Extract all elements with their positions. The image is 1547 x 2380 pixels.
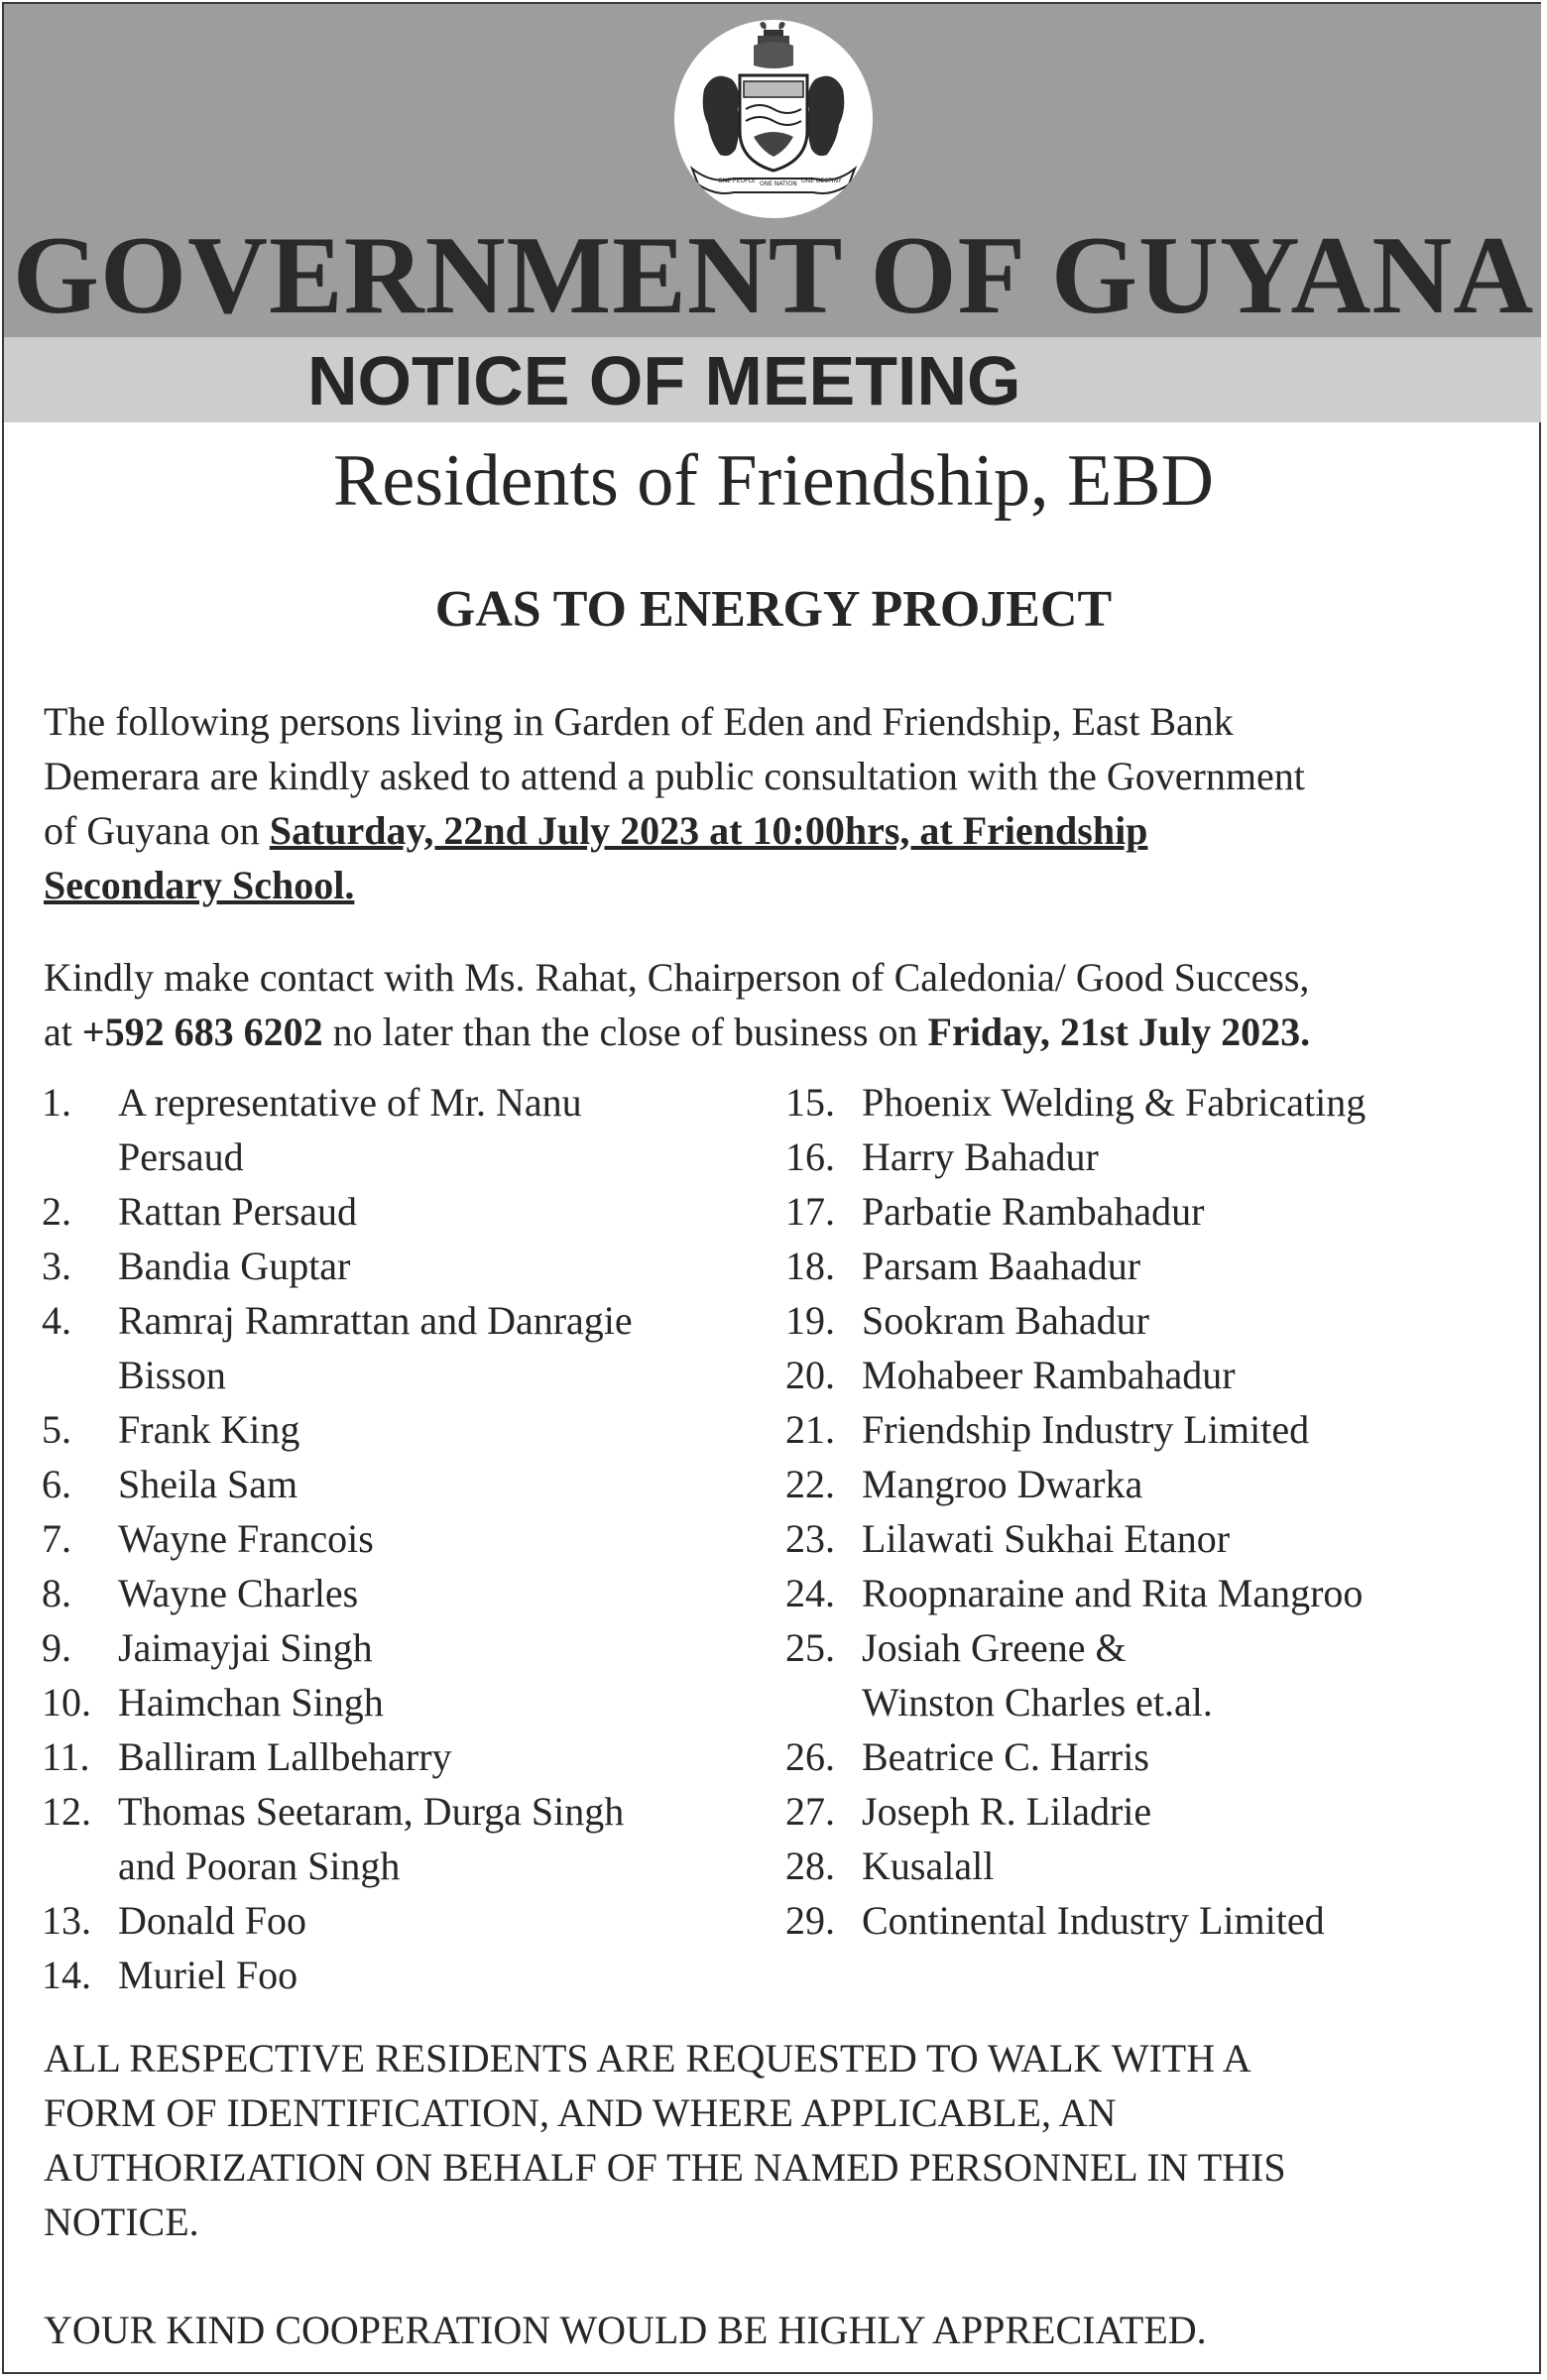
list-item-number: 15. bbox=[785, 1080, 835, 1125]
list-item-name bbox=[862, 1893, 1519, 1948]
list-item-name bbox=[862, 1293, 1519, 1348]
list-item-name bbox=[862, 1402, 1519, 1457]
list-item bbox=[785, 1566, 1519, 1620]
motto-text-2: ONE NATION bbox=[760, 180, 797, 187]
list-item-name bbox=[118, 1184, 756, 1239]
list-item bbox=[42, 1729, 756, 1784]
list-item-line: A representative of Mr. Nanu bbox=[118, 1080, 582, 1125]
list-item-line: Muriel Foo bbox=[118, 1953, 298, 1997]
list-item-name bbox=[862, 1566, 1519, 1620]
list-item-name bbox=[862, 1239, 1519, 1293]
list-item-line: Parbatie Rambahadur bbox=[862, 1189, 1205, 1234]
requirement-line-1: ALL RESPECTIVE RESIDENTS ARE REQUESTED TO WALK WITH A bbox=[44, 2036, 1251, 2081]
government-title: GOVERNMENT OF GUYANA bbox=[12, 214, 1535, 337]
list-item-line: Sheila Sam bbox=[118, 1462, 298, 1506]
list-item-name bbox=[118, 1784, 756, 1893]
list-item-line: Ramraj Ramrattan and Danragie bbox=[118, 1298, 633, 1343]
list-item-number: 27. bbox=[785, 1789, 835, 1834]
list-item-name bbox=[862, 1457, 1519, 1511]
list-item bbox=[42, 1948, 756, 2002]
list-item bbox=[785, 1402, 1519, 1457]
list-item-line: Persaud bbox=[118, 1134, 244, 1179]
contact-deadline: Friday, 21st July 2023. bbox=[927, 1010, 1311, 1054]
list-item-number: 6. bbox=[42, 1462, 71, 1506]
list-item-number: 3. bbox=[42, 1244, 71, 1288]
list-item-name bbox=[118, 1729, 756, 1784]
list-item-number: 2. bbox=[42, 1189, 71, 1234]
requirement-line-2: FORM OF IDENTIFICATION, AND WHERE APPLICABLE, AN bbox=[44, 2090, 1117, 2135]
list-item-line: Roopnaraine and Rita Mangroo bbox=[862, 1571, 1364, 1615]
list-item-number: 8. bbox=[42, 1571, 71, 1615]
list-item bbox=[42, 1075, 756, 1184]
list-item bbox=[785, 1784, 1519, 1839]
list-item-name bbox=[862, 1130, 1519, 1184]
list-item-line: Bisson bbox=[118, 1353, 226, 1397]
list-item-line: and Pooran Singh bbox=[118, 1844, 401, 1888]
list-item bbox=[785, 1511, 1519, 1566]
list-item-name bbox=[118, 1675, 756, 1729]
list-item-name bbox=[862, 1511, 1519, 1566]
intro-line-4 bbox=[44, 858, 1511, 912]
list-item bbox=[42, 1402, 756, 1457]
list-item bbox=[785, 1620, 1519, 1729]
list-item-number: 11. bbox=[42, 1734, 90, 1779]
list-item-number: 1. bbox=[42, 1080, 71, 1125]
list-item bbox=[785, 1729, 1519, 1784]
list-item-number: 21. bbox=[785, 1407, 835, 1452]
intro-line-1: The following persons living in Garden of Eden and Friendship, East Bank bbox=[44, 699, 1234, 744]
list-item-line: Harry Bahadur bbox=[862, 1134, 1099, 1179]
list-item bbox=[785, 1130, 1519, 1184]
list-item-line: Lilawati Sukhai Etanor bbox=[862, 1516, 1231, 1561]
list-item bbox=[785, 1839, 1519, 1893]
list-item bbox=[42, 1293, 756, 1402]
list-item-number: 20. bbox=[785, 1353, 835, 1397]
intro-line-2: Demerara are kindly asked to attend a public consultation with the Government bbox=[44, 754, 1305, 798]
list-item bbox=[42, 1184, 756, 1239]
list-item-line: Parsam Baahadur bbox=[862, 1244, 1141, 1288]
motto-text-3: ONE DESTINY bbox=[801, 178, 842, 184]
contact-paragraph bbox=[44, 950, 1511, 1059]
list-item bbox=[42, 1457, 756, 1511]
list-item-name bbox=[862, 1784, 1519, 1839]
closing-text: YOUR KIND COOPERATION WOULD BE HIGHLY APPRECIATED. bbox=[44, 2308, 1207, 2352]
list-item bbox=[42, 1566, 756, 1620]
requirement-paragraph bbox=[44, 2031, 1511, 2249]
list-item-number: 25. bbox=[785, 1625, 835, 1670]
list-item-line: Mangroo Dwarka bbox=[862, 1462, 1143, 1506]
list-item-number: 19. bbox=[785, 1298, 835, 1343]
requirement-line-4: NOTICE. bbox=[44, 2200, 199, 2244]
list-item bbox=[785, 1239, 1519, 1293]
list-item-line: Beatrice C. Harris bbox=[862, 1734, 1149, 1779]
list-item-number: 9. bbox=[42, 1625, 71, 1670]
list-item-number: 23. bbox=[785, 1516, 835, 1561]
list-item-line: Josiah Greene & bbox=[862, 1625, 1127, 1670]
list-item-name bbox=[118, 1239, 756, 1293]
list-item-number: 28. bbox=[785, 1844, 835, 1888]
list-item bbox=[42, 1239, 756, 1293]
list-item-number: 18. bbox=[785, 1244, 835, 1288]
list-item-number: 4. bbox=[42, 1298, 71, 1343]
list-item-name bbox=[118, 1457, 756, 1511]
list-item-line: Joseph R. Liladrie bbox=[862, 1789, 1152, 1834]
list-item bbox=[42, 1675, 756, 1729]
list-item-number: 17. bbox=[785, 1189, 835, 1234]
list-item-number: 12. bbox=[42, 1789, 91, 1834]
list-item-name bbox=[118, 1566, 756, 1620]
list-item bbox=[785, 1293, 1519, 1348]
contact-mid: no later than the close of business on bbox=[322, 1010, 928, 1054]
list-item-number: 29. bbox=[785, 1898, 835, 1943]
list-item-name bbox=[118, 1893, 756, 1948]
list-item-number: 10. bbox=[42, 1680, 91, 1725]
list-item bbox=[785, 1348, 1519, 1402]
coat-of-arms-icon bbox=[674, 20, 873, 218]
list-item bbox=[42, 1893, 756, 1948]
list-item-line: Haimchan Singh bbox=[118, 1680, 384, 1725]
motto-text-1: ONE PEOPLE bbox=[718, 178, 756, 184]
contact-at: at bbox=[44, 1010, 82, 1054]
notice-title: NOTICE OF MEETING bbox=[307, 342, 1021, 419]
list-item-number: 22. bbox=[785, 1462, 835, 1506]
list-item-number: 24. bbox=[785, 1571, 835, 1615]
list-item-line: Wayne Francois bbox=[118, 1516, 374, 1561]
list-item-number: 16. bbox=[785, 1134, 835, 1179]
project-heading: GAS TO ENERGY PROJECT bbox=[434, 581, 1113, 638]
meeting-venue: Secondary School. bbox=[44, 863, 355, 907]
list-item-line: Mohabeer Rambahadur bbox=[862, 1353, 1236, 1397]
contact-line-1: Kindly make contact with Ms. Rahat, Chairperson of Caledonia/ Good Success, bbox=[44, 955, 1310, 1000]
list-item-name bbox=[862, 1839, 1519, 1893]
list-item-number: 5. bbox=[42, 1407, 71, 1452]
list-item-line: Continental Industry Limited bbox=[862, 1898, 1325, 1943]
list-item bbox=[785, 1184, 1519, 1239]
list-item bbox=[42, 1784, 756, 1893]
list-item-line: Thomas Seetaram, Durga Singh bbox=[118, 1789, 625, 1834]
intro-line-3-text: of Guyana on bbox=[44, 808, 270, 853]
list-item-number: 7. bbox=[42, 1516, 71, 1561]
attendee-list-left bbox=[42, 1075, 756, 2002]
list-item-line: Phoenix Welding & Fabricating bbox=[862, 1080, 1367, 1125]
list-item-name bbox=[118, 1511, 756, 1566]
list-item-number: 13. bbox=[42, 1898, 91, 1943]
list-item-line: Bandia Guptar bbox=[118, 1244, 351, 1288]
list-item-name bbox=[118, 1293, 756, 1402]
coat-of-arms-emblem bbox=[674, 20, 873, 218]
list-item-name bbox=[118, 1402, 756, 1457]
list-item-line: Frank King bbox=[118, 1407, 300, 1452]
list-item bbox=[785, 1075, 1519, 1130]
list-item-name bbox=[118, 1948, 756, 2002]
list-item-name bbox=[118, 1620, 756, 1675]
list-item-line: Rattan Persaud bbox=[118, 1189, 358, 1234]
meeting-date-time: Saturday, 22nd July 2023 at 10:00hrs, at Friendship bbox=[269, 808, 1148, 853]
intro-line-3 bbox=[44, 803, 1511, 858]
list-item-name bbox=[118, 1075, 756, 1184]
list-item-number: 26. bbox=[785, 1734, 835, 1779]
list-item-line: Sookram Bahadur bbox=[862, 1298, 1149, 1343]
list-item bbox=[785, 1457, 1519, 1511]
list-item-line: Donald Foo bbox=[118, 1898, 306, 1943]
list-item bbox=[42, 1511, 756, 1566]
list-item-name bbox=[862, 1729, 1519, 1784]
list-item-name bbox=[862, 1075, 1519, 1130]
audience-heading: Residents of Friendship, EBD bbox=[333, 440, 1214, 522]
list-item-name bbox=[862, 1620, 1519, 1729]
requirement-line-3: AUTHORIZATION ON BEHALF OF THE NAMED PERSONNEL IN THIS bbox=[44, 2145, 1286, 2190]
list-item-line: Kusalall bbox=[862, 1844, 995, 1888]
list-item-line: Wayne Charles bbox=[118, 1571, 359, 1615]
contact-phone: +592 683 6202 bbox=[81, 1010, 323, 1054]
intro-paragraph bbox=[44, 694, 1511, 912]
list-item-name bbox=[862, 1184, 1519, 1239]
list-item-line: Friendship Industry Limited bbox=[862, 1407, 1310, 1452]
contact-line-2 bbox=[44, 1005, 1511, 1059]
list-item-name bbox=[862, 1348, 1519, 1402]
list-item-line: Jaimayjai Singh bbox=[118, 1625, 373, 1670]
list-item-line: Balliram Lallbeharry bbox=[118, 1734, 452, 1779]
list-item-number: 14. bbox=[42, 1953, 91, 1997]
attendee-list-right bbox=[785, 1075, 1519, 1948]
list-item bbox=[42, 1620, 756, 1675]
list-item-line: Winston Charles et.al. bbox=[862, 1680, 1213, 1725]
list-item bbox=[785, 1893, 1519, 1948]
closing-line bbox=[44, 2303, 1511, 2357]
